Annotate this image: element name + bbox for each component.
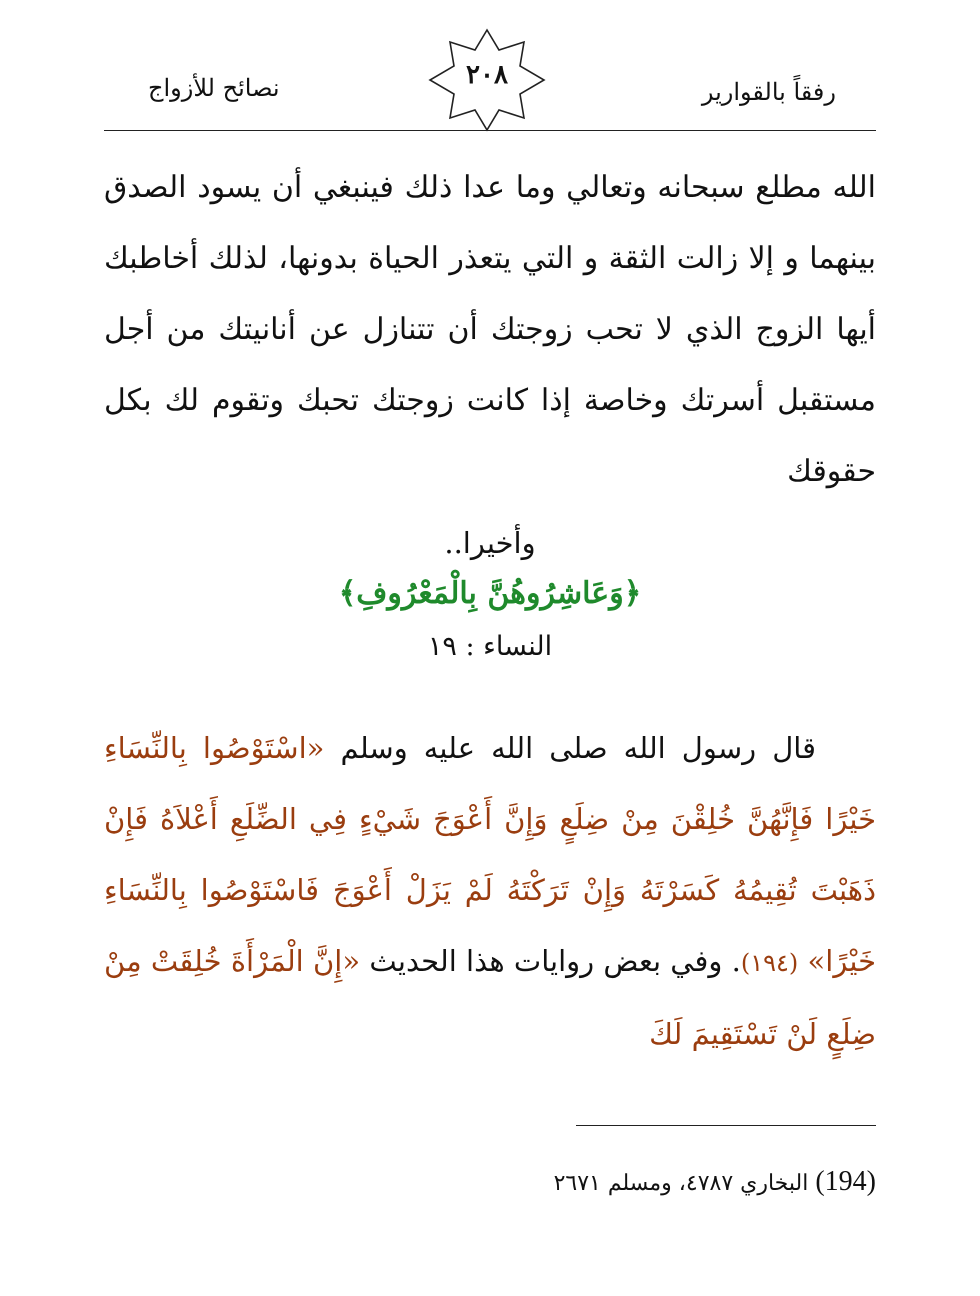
footnote-reference[interactable]: (١٩٤) [740, 949, 799, 977]
hadith-intro: قال رسول الله صلى الله عليه وسلم [340, 731, 817, 765]
book-title: رفقاً بالقوارير [701, 78, 836, 106]
hadith-quote-second: «إِنَّ الْمَرْأَةَ خُلِقَتْ مِنْ ضِلَعٍ لَنْ تَسْتَقِيمَ لَكَ [104, 944, 876, 1051]
footnote-text: البخاري ٤٧٨٧، ومسلم ٢٦٧١ [553, 1171, 809, 1196]
footnote-number: (194) [815, 1166, 876, 1197]
verse-reference: النساء : ١٩ [427, 631, 553, 662]
closing-section [104, 518, 876, 674]
closing-word: وأخيرا.. [444, 526, 536, 560]
body-paragraph: الله مطلع سبحانه وتعالي وما عدا ذلك فينبغي أن يسود الصدق بينهما و إلا زالت الثقة و التي يتعذر الحياة بدونها، لذلك أخاطبك أيها الزوج الذي لا تحب زوجتك أن تتنازل عن أنانيتك من أجل مستقبل أسرتك وخاصة إذا كانت زوجتك تحبك وتقوم لك بكل حقوقك [104, 170, 876, 489]
page-number-badge [426, 28, 548, 132]
header-divider [104, 130, 876, 131]
hadith-quote: «اسْتَوْصُوا بِالنِّسَاءِ خَيْرًا فَإِنَّهُنَّ خُلِقْنَ مِنْ ضِلَعٍ وَإِنَّ أَعْوَجَ شَيْءٍ فِي الضِّلَعِ أَعْلاَهُ فَإِنْ ذَهَبْتَ تُقِيمُهُ كَسَرْتَهُ وَإِنْ تَرَكْتَهُ لَمْ يَزَلْ أَعْوَجَ فَاسْتَوْصُوا بِالنِّسَاءِ خَيْرًا» [104, 731, 877, 978]
hadith-paragraph [104, 713, 876, 1070]
page-number: ٢٠٨ [466, 60, 508, 90]
chapter-title: نصائح للأزواج [148, 74, 280, 102]
footnote [104, 1166, 876, 1198]
footnote-divider [576, 1125, 876, 1126]
quran-verse: ﴿وَعَاشِرُوهُنَّ بِالْمَعْرُوفِ﴾ [338, 576, 642, 611]
page-header [104, 28, 876, 132]
hadith-middle-text: . وفي بعض روايات هذا الحديث [369, 944, 741, 978]
